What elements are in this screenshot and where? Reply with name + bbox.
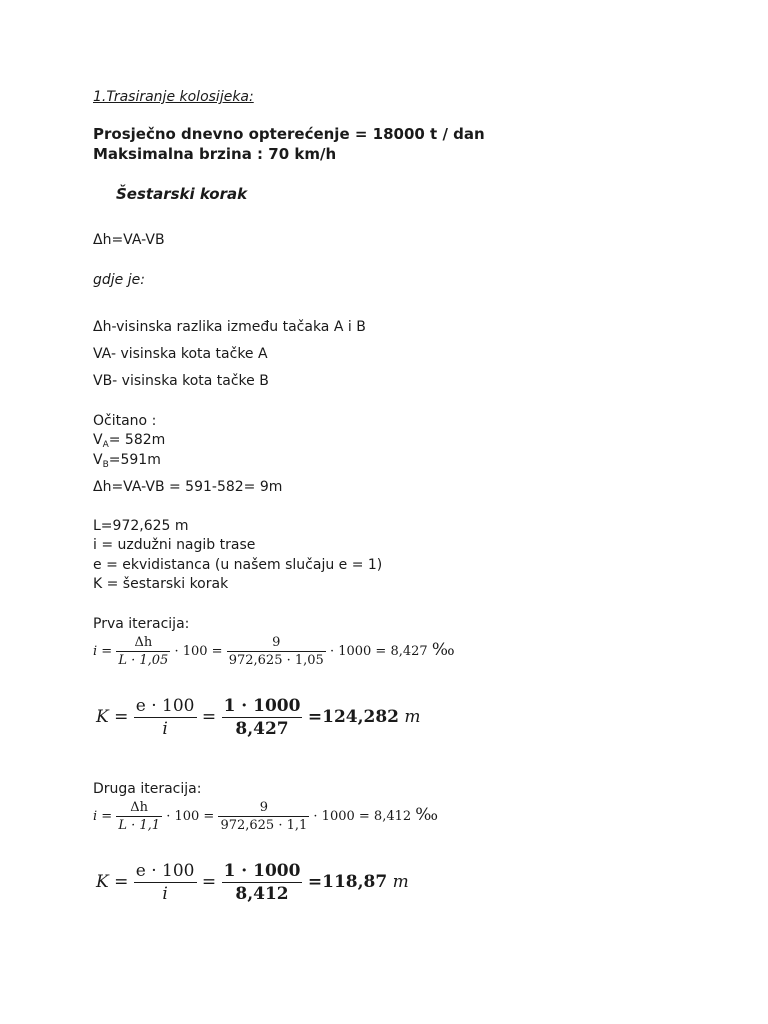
iteration-2-label: Druga iteracija: [93, 781, 202, 797]
iteration-2-step-formula: K = $\frac{e \cdot 100}{i}$ = $\frac{1 \cdot 1000}{8,412}$ =118,87 m [96, 861, 409, 904]
l-value: L=972,625 m [93, 518, 189, 534]
subsection-title: Šestarski korak [116, 185, 248, 203]
definition-dh: Δh-visinska razlika između tačaka A i B [93, 319, 366, 335]
read-label: Očitano : [93, 413, 157, 429]
dh-calculation: Δh=VA-VB = 591-582= 9m [93, 479, 283, 495]
load-line: Prosječno dnevno opterećenje = 18000 t / dan [93, 125, 485, 143]
iteration-1-step-formula: K = $\frac{e \cdot 100}{i}$ = $\frac{1 \cdot 1000}{8,427}$ =124,282 m [96, 696, 421, 739]
iteration-1-slope-formula: i = $\frac{\Delta h}{L \cdot 1,05}$ · 100 = $\frac{9}{972,625 \cdot 1,05}$ · 1000 = 8,427 ‰ [93, 635, 452, 668]
definition-e: e = ekvidistanca (u našem slučaju e = 1) [93, 557, 383, 573]
dh-formula: Δh=VA-VB [93, 232, 165, 248]
definition-k: K = šestarski korak [93, 576, 229, 592]
section-heading: 1.Trasiranje kolosijeka: [93, 89, 254, 105]
vb-value: $V_B=591m$ [93, 452, 161, 470]
where-label: gdje je: [93, 272, 145, 288]
iteration-2-slope-formula: i = $\frac{\Delta h}{L \cdot 1,1}$ · 100 = $\frac{9}{972,625 \cdot 1,1}$ · 1000 = 8,412 ‰ [93, 800, 436, 833]
speed-line: Maksimalna brzina : 70 km/h [93, 145, 337, 163]
definition-va: VA- visinska kota tačke A [93, 346, 268, 362]
definition-vb: VB- visinska kota tačke B [93, 373, 269, 389]
iteration-1-label: Prva iteracija: [93, 616, 190, 632]
definition-i: i = uzdužni nagib trase [93, 537, 256, 553]
va-value: $V_A= 582m$ [93, 432, 166, 450]
